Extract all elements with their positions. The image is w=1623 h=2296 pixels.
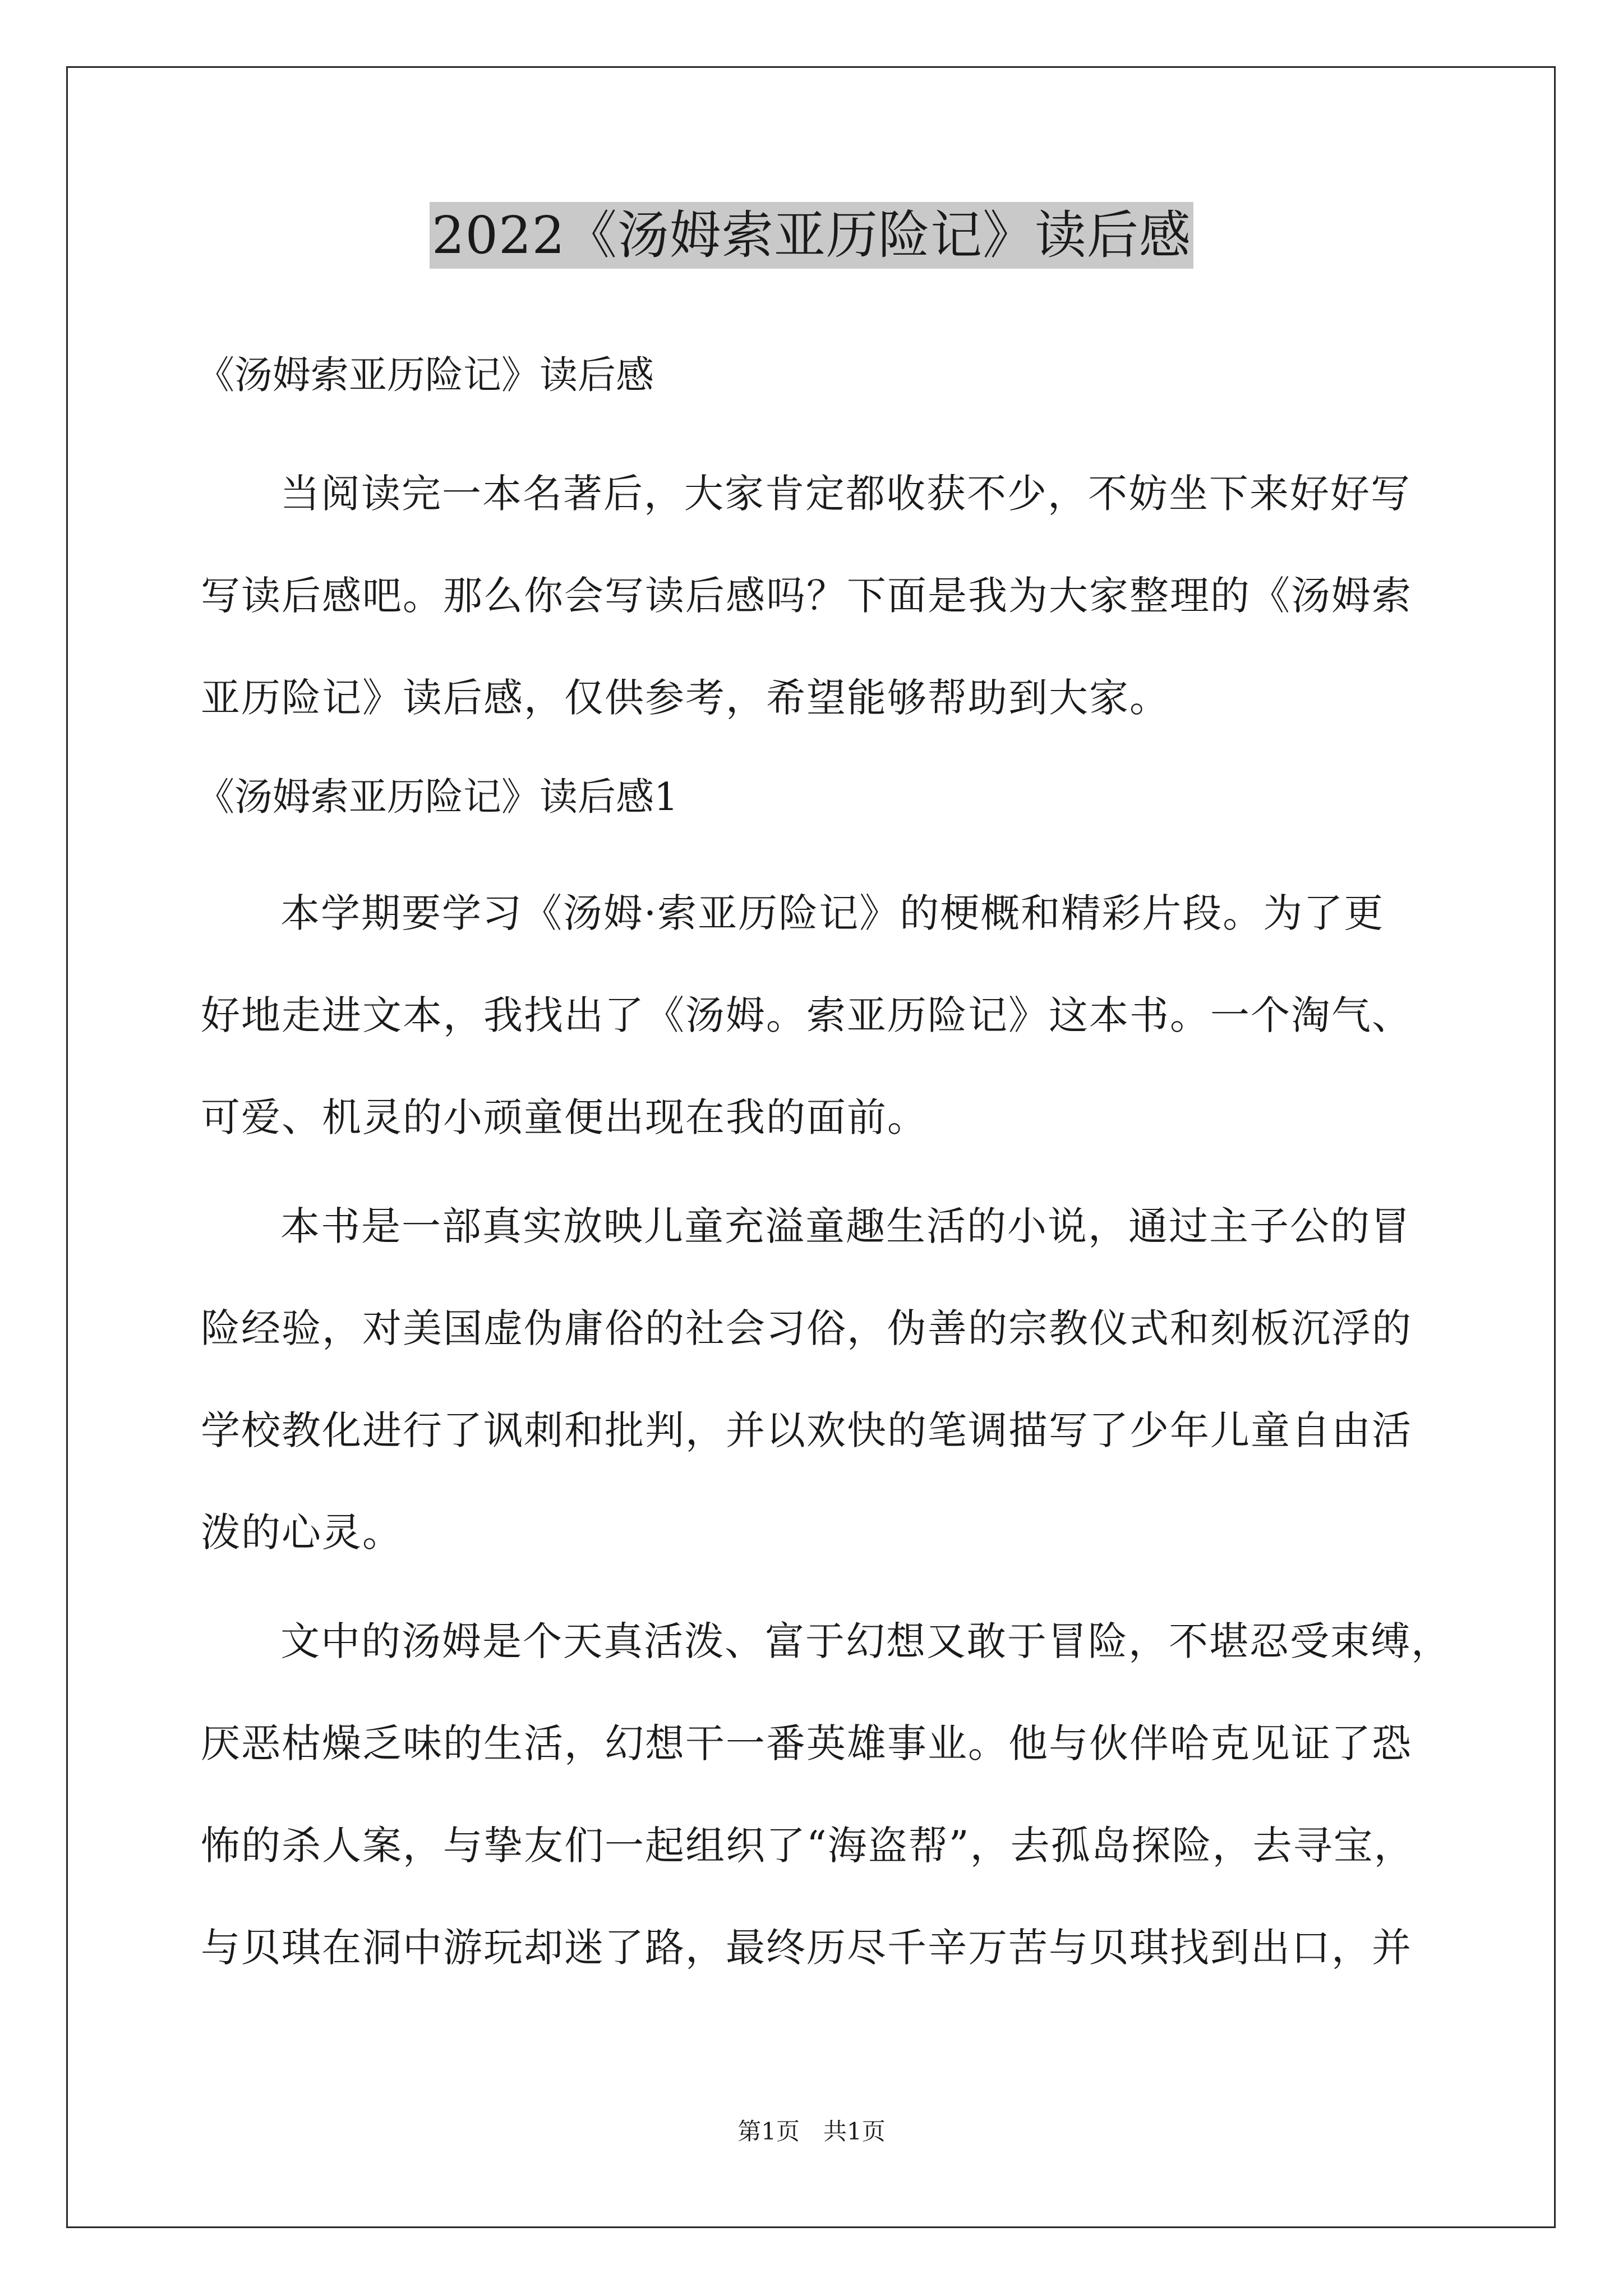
paragraph-line: 泼的心灵。: [201, 1510, 403, 1556]
document-title: [0, 196, 1623, 275]
paragraph-line: 可爱、机灵的小顽童便出现在我的面前。: [201, 1094, 928, 1140]
paragraph-line: 学校教化进行了讽刺和批判，并以欢快的笔调描写了少年儿童自由活: [201, 1407, 1412, 1453]
paragraph-line: 险经验，对美国虚伪庸俗的社会习俗，伪善的宗教仪式和刻板沉浮的: [201, 1305, 1412, 1351]
section-heading: 《汤姆索亚历险记》读后感1: [196, 775, 679, 820]
paragraph-line: 好地走进文本，我找出了《汤姆。索亚历险记》这本书。一个淘气、: [201, 992, 1412, 1038]
paragraph-line: 本书是一部真实放映儿童充溢童趣生活的小说，通过主子公的冒: [280, 1203, 1411, 1249]
document-subtitle: 《汤姆索亚历险记》读后感: [196, 353, 654, 398]
paragraph-line: 文中的汤姆是个天真活泼、富于幻想又敢于冒险，不堪忍受束缚，: [280, 1618, 1451, 1664]
paragraph-line: 与贝琪在洞中游玩却迷了路，最终历尽千辛万苦与贝琪找到出口，并: [201, 1925, 1412, 1971]
intro-line: 当阅读完一本名著后，大家肯定都收获不少，不妨坐下来好好写: [280, 471, 1411, 517]
intro-line: 亚历险记》读后感，仅供参考，希望能够帮助到大家。: [201, 675, 1170, 721]
intro-line: 写读后感吧。那么你会写读后感吗？下面是我为大家整理的《汤姆索: [201, 573, 1412, 619]
page-footer: [0, 2115, 1623, 2148]
page-number-label: 第1页 共1页: [737, 2118, 886, 2145]
paragraph-line: 厌恶枯燥乏味的生活，幻想干一番英雄事业。他与伙伴哈克见证了恐: [201, 1720, 1412, 1766]
document-title-text: 2022《汤姆索亚历险记》读后感: [430, 202, 1193, 269]
paragraph-line: 本学期要学习《汤姆·索亚历险记》的梗概和精彩片段。为了更: [280, 890, 1385, 936]
paragraph-line: 怖的杀人案，与挚友们一起组织了“海盗帮”，去孤岛探险，去寻宝，: [201, 1823, 1414, 1869]
